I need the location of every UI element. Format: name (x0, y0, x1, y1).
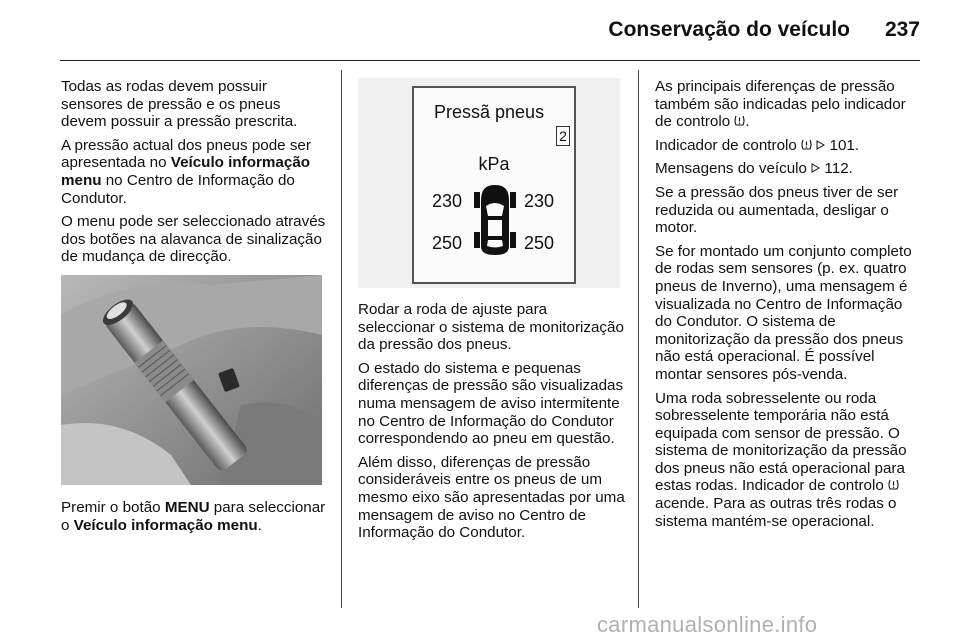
text: As principais diferenças de pressão também são indicadas pelo indicador de controlo (655, 78, 906, 131)
front-right-pressure: 230 (524, 191, 555, 211)
tire-pressure-display-illustration (358, 78, 620, 288)
header-rule (60, 60, 920, 61)
page-reference: 112. (820, 160, 853, 178)
front-left-pressure: 230 (432, 191, 463, 211)
paragraph-vehicle-messages-ref (655, 160, 923, 178)
display-page-indicator: 2 (556, 126, 570, 146)
paragraph-display (61, 137, 329, 207)
column-1 (61, 78, 329, 272)
page-reference-arrow-icon (816, 140, 825, 150)
text: acende. Para as outras três rodas o sistema mantém-se operacional. (655, 495, 897, 530)
page-reference-arrow-icon (811, 163, 820, 173)
paragraph-menu-button (61, 499, 329, 534)
column-divider-1 (341, 70, 342, 608)
car-top-view-icon (472, 184, 518, 256)
tire-pressure-warning-icon (801, 139, 812, 151)
paragraph-axle-difference: Além disso, diferenças de pressão consideráveis entre os pneus de um mesmo eixo são apresentadas por uma mensagem de aviso no Centro de Informação do Condutor. (358, 453, 625, 542)
display-title: Pressã pneus (434, 102, 545, 122)
paragraph-control-indicator (655, 78, 923, 131)
tire-pressure-warning-icon (888, 479, 899, 491)
paragraph-spare-wheel (655, 390, 923, 531)
text: Mensagens do veículo (655, 160, 812, 178)
tire-pressure-warning-icon (734, 115, 745, 127)
column-2 (358, 301, 626, 548)
menu-term: Veículo informação menu (61, 154, 311, 189)
column-1-bottom (61, 499, 329, 540)
turn-signal-lever-photo (61, 275, 322, 485)
menu-button-label: MENU (164, 499, 210, 516)
column-3 (655, 78, 923, 536)
text: . (257, 516, 262, 534)
text: Uma roda sobresselente ou roda sobresselente temporária não está equipada com sensor de pressão. O sistema de monitorização da pressão dos pneus não está operacional para estas rodas. Indicador de controlo (655, 389, 907, 495)
paragraph-sensors: Todas as rodas devem possuir sensores de pressão e os pneus devem possuir a pressão prescrita. (61, 78, 298, 131)
page-header (0, 0, 960, 62)
watermark: carmanualsonline.info (597, 612, 818, 637)
paragraph-status-warning: O estado do sistema e pequenas diferenças de pressão são visualizadas numa mensagem de aviso intermitente no Centro de Informação do Condutor correspondendo ao pneu em questão. (358, 359, 624, 448)
paragraph-select-system: Rodar a roda de ajuste para seleccionar o sistema de monitorização da pressão dos pneus. (358, 301, 624, 354)
text: Premir o botão (61, 499, 165, 516)
column-divider-2 (638, 70, 639, 608)
info-display-screen (412, 86, 576, 284)
paragraph-engine-off: Se a pressão dos pneus tiver de ser reduzida ou aumentada, desligar o motor. (655, 183, 899, 237)
text: Indicador de controlo (655, 136, 802, 154)
paragraph-no-sensors: Se for montado um conjunto completo de rodas sem sensores (p. ex. quatro pneus de Inverno), uma mensagem é visualizada no Centro de Informação do Condutor. O sistema de monitorização da pressão dos pneus não está operacional. É possível montar sensores pós-venda. (655, 242, 912, 383)
page-reference: 101. (825, 136, 860, 154)
menu-term: Veículo informação menu (73, 516, 258, 534)
display-unit: kPa (478, 154, 510, 174)
text: A pressão actual dos pneus pode ser apresentada no (61, 136, 311, 172)
text: no Centro de Informação do Condutor. (61, 171, 295, 207)
paragraph-menu-select: O menu pode ser seleccionado através dos botões na alavanca de sinalização de mudança de direcção. (61, 213, 326, 266)
text: para seleccionar o (61, 499, 326, 534)
paragraph-indicator-ref (655, 137, 923, 155)
page-number: 237 (884, 18, 920, 41)
rear-left-pressure: 250 (432, 233, 463, 253)
text: . (745, 113, 750, 131)
rear-right-pressure: 250 (524, 233, 555, 253)
page-title: Conservação do veículo (608, 18, 850, 41)
